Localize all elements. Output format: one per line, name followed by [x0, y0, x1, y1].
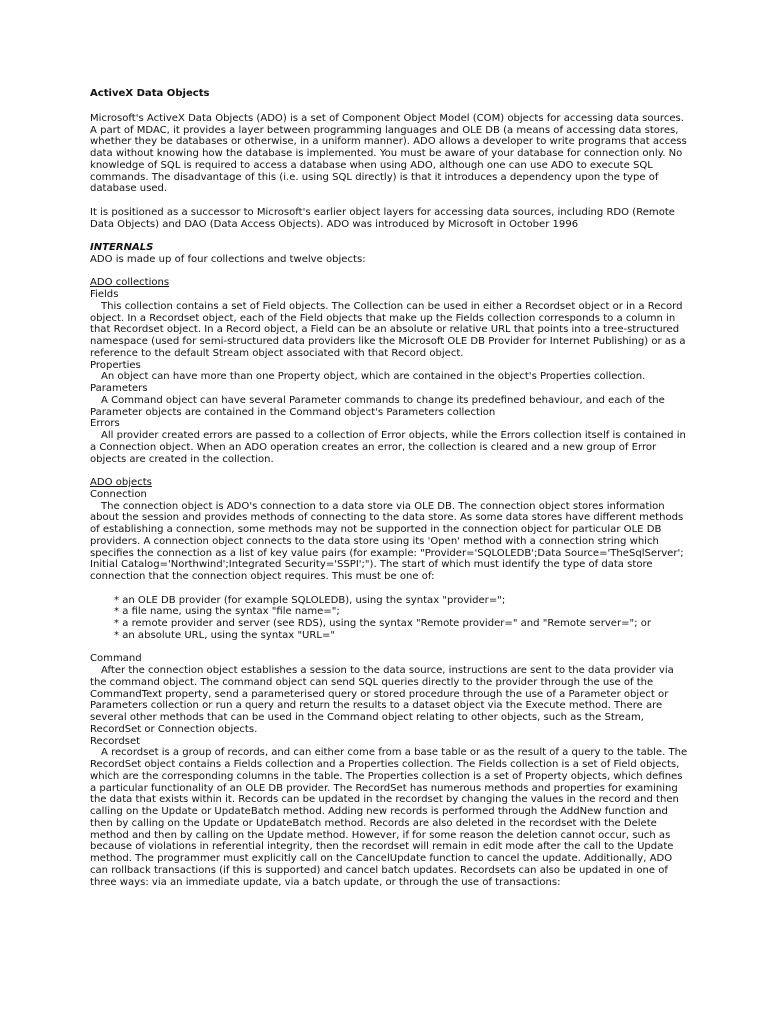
spacer	[90, 642, 690, 654]
errors-label: Errors	[90, 418, 120, 430]
list-item: * a file name, using the syntax "file name=";	[114, 606, 340, 618]
intro-paragraph-2: It is positioned as a successor to Microsoft's earlier object layers for accessing data sources, including RDO (Remote Data Objects) and DAO (Data Access Objects). ADO was introduced by Microsoft in October 1996	[90, 206, 675, 230]
spacer	[90, 230, 690, 242]
recordset-label: Recordset	[90, 735, 141, 747]
internals-heading: INTERNALS	[90, 242, 154, 253]
internals-text: ADO is made up of four collections and twelve objects:	[90, 253, 366, 265]
spacer	[90, 266, 690, 278]
recordset-text: A recordset is a group of records, and can either come from a base table or as the result of a query to the table. The RecordSet object contains a Fields collection and a Properties collection. The Fields collection is a set of Field objects, which are the corresponding columns in the table. The Properties collection is a set of Property objects, which defines a particular functionality of an OLE DB provider. The RecordSet has numerous methods and properties for examining the data that exists within it. Records can be updated in the recordset by changing the values in the record and then calling on the Update or UpdateBatch method. Adding new records is performed through the AddNew function and then by calling on the Update or UpdateBatch method. Records are also deleted in the recordset with the Delete method and then by calling on the Update method. However, if for some reason the deletion cannot occur, such as because of violations in referential integrity, then the recordset will remain in edit mode after the call to the Update method. The programmer must explicitly call on the CancelUpdate function to cancel the update. Additionally, ADO can rollback transactions (if this is supported) and cancel batch updates. Recordsets can also be updated in one of three ways: via an immediate update, via a batch update, or through the use of transactions:	[90, 747, 688, 888]
properties-text: An object can have more than one Property object, which are contained in the object's Properties collection.	[101, 371, 646, 383]
connection-bullet-list	[90, 595, 690, 642]
spacer	[90, 465, 690, 477]
intro-paragraph-1: Microsoft's ActiveX Data Objects (ADO) is a set of Component Object Model (COM) objects for accessing data sources. A part of MDAC, it provides a layer between programming languages and OLE DB (a means of accessing data stores, whether they be databases or otherwise, in a uniform manner). ADO allows a developer to write programs that access data without knowing how the database is implemented. You must be aware of your database for connection only. No knowledge of SQL is required to access a database when using ADO, although one can use ADO to execute SQL commands. The disadvantage of this (i.e. using SQL directly) is that it introduces a dependency upon the type of database used.	[90, 112, 687, 195]
command-label: Command	[90, 653, 142, 665]
objects-heading: ADO objects	[90, 477, 152, 488]
parameters-text: A Command object can have several Parameter commands to change its predefined behaviour, and each of the Parameter objects are contained in the Command object's Parameters collection	[90, 394, 665, 418]
errors-text: All provider created errors are passed to a collection of Error objects, while the Errors collection itself is contained in a Connection object. When an ADO operation creates an error, the collection is cleared and a new group of Error objects are created in the collection.	[90, 430, 686, 465]
list-item: * an absolute URL, using the syntax "URL="	[114, 629, 336, 641]
connection-text: The connection object is ADO's connection to a data store via OLE DB. The connection object stores information about the session and provides methods of connecting to the data store. As some data stores have different methods of establishing a connection, some methods may not be supported in the connection object for particular OLE DB providers. A connection object connects to the data store using its 'Open' method with a connection string which specifies the connection as a list of key value pairs (for example: "Provider='SQLOLEDB';Data Source='TheSqlServer'; Initial Catalog='Northwind';Integrated Security='SSPI';"). The start of which must identify the type of data store connection that the connection object requires. This must be one of:	[90, 500, 684, 582]
spacer	[90, 195, 690, 207]
document-title: ActiveX Data Objects	[90, 88, 210, 99]
list-item: * an OLE DB provider (for example SQLOLEDB), using the syntax "provider=";	[114, 594, 506, 606]
fields-text: This collection contains a set of Field objects. The Collection can be used in either a Recordset object or in a Record object. In a Recordset object, each of the Field objects that make up the Fields collection corresponds to a column in that Recordset object. In a Record object, a Field can be an absolute or relative URL that points into a tree-structured namespace (used for semi-structured data providers like the Microsoft OLE DB Provider for Internet Publishing) or as a reference to the default Stream object associated with that Record object.	[90, 300, 686, 359]
connection-label: Connection	[90, 488, 147, 500]
fields-label: Fields	[90, 289, 119, 300]
properties-label: Properties	[90, 359, 141, 371]
spacer	[90, 583, 690, 595]
list-item: * a remote provider and server (see RDS), using the syntax "Remote provider=" and "Remote server="; or	[114, 618, 652, 629]
command-text: After the connection object establishes a session to the data source, instructions are sent to the data provider via the command object. The command object can send SQL queries directly to the provider through the use of the CommandText property, send a parameterised query or stored procedure through the use of a Parameter object or Parameters collection or run a query and return the results to a dataset object via the Execute method. There are several other methods that can be used in the Command object relating to other objects, such as the Stream, RecordSet or Connection objects.	[90, 665, 674, 735]
collections-heading: ADO collections	[90, 277, 170, 289]
document-page	[90, 88, 690, 888]
parameters-label: Parameters	[90, 383, 148, 394]
